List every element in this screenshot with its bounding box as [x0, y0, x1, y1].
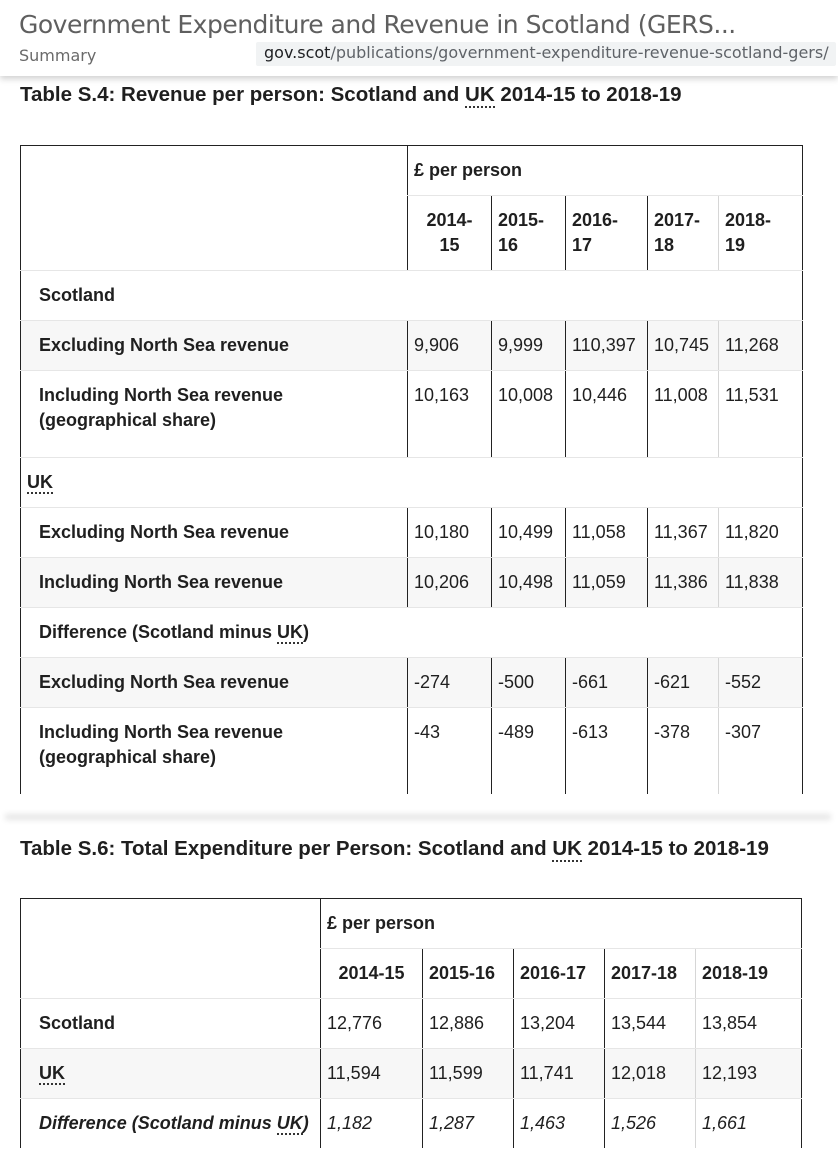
- cell-value: 10,446: [566, 371, 648, 458]
- cell-value: 11,008: [648, 371, 719, 458]
- year-header: 2014- 15: [408, 196, 492, 271]
- cell-value: 10,206: [408, 558, 492, 608]
- table-row: [21, 658, 803, 708]
- cell-value: 10,163: [408, 371, 492, 458]
- url-bar[interactable]: [256, 42, 836, 66]
- cell-value: 11,599: [423, 1049, 514, 1099]
- table-row: [21, 321, 803, 371]
- cell-value: 11,838: [719, 558, 803, 608]
- year-header: 2017- 18: [648, 196, 719, 271]
- cell-value: 110,397: [566, 321, 648, 371]
- cell-value: 12,193: [696, 1049, 802, 1099]
- row-label: Excluding North Sea revenue: [21, 321, 408, 371]
- cell-value: 11,367: [648, 508, 719, 558]
- year-header: 2014-15: [321, 949, 423, 999]
- year-header: 2016-17: [514, 949, 605, 999]
- table-s6-title: Table S.6: Total Expenditure per Person: Scotland and UK 2014-15 to 2018-19: [20, 837, 769, 860]
- row-label-uk[interactable]: UK: [39, 1063, 65, 1083]
- url-host: gov.scot: [264, 43, 331, 62]
- cell-value: -661: [566, 658, 648, 708]
- table-row: [21, 558, 803, 608]
- cell-value: -489: [492, 708, 566, 795]
- uk-abbreviation[interactable]: UK: [552, 837, 582, 860]
- cell-value: -552: [719, 658, 803, 708]
- cell-value: 10,745: [648, 321, 719, 371]
- uk-abbreviation[interactable]: UK: [277, 622, 304, 642]
- year-header: 2018-19: [696, 949, 802, 999]
- table-s4-unit: £ per person: [408, 146, 803, 196]
- cell-value: 11,268: [719, 321, 803, 371]
- section-header-difference: Difference (Scotland minus UK): [21, 608, 803, 658]
- table-s6-corner: [21, 899, 321, 999]
- cell-value: 1,287: [423, 1099, 514, 1149]
- url-path: /publications/government-expenditure-revenue-scotland-gers/: [330, 43, 829, 62]
- year-header: 2015- 16: [492, 196, 566, 271]
- cell-value: 11,531: [719, 371, 803, 458]
- cell-value: 12,776: [321, 999, 423, 1049]
- table-row: [21, 508, 803, 558]
- cell-value: 12,018: [605, 1049, 696, 1099]
- cell-value: 11,058: [566, 508, 648, 558]
- table-s4-title: Table S.4: Revenue per person: Scotland and UK 2014-15 to 2018-19: [20, 83, 682, 106]
- cell-value: 11,741: [514, 1049, 605, 1099]
- row-label: Scotland: [21, 999, 321, 1049]
- cell-value: 11,059: [566, 558, 648, 608]
- cell-value: -500: [492, 658, 566, 708]
- cell-value: 11,820: [719, 508, 803, 558]
- cell-value: -378: [648, 708, 719, 795]
- row-label: Including North Sea revenue: [21, 558, 408, 608]
- cell-value: 10,498: [492, 558, 566, 608]
- cell-value: -274: [408, 658, 492, 708]
- cell-value: 1,526: [605, 1099, 696, 1149]
- row-label: Including North Sea revenue (geographical share): [21, 371, 408, 458]
- cell-value: 10,499: [492, 508, 566, 558]
- page-subtitle: Summary: [19, 46, 97, 65]
- section-header-scotland: Scotland: [21, 271, 803, 321]
- cell-value: -613: [566, 708, 648, 795]
- cell-value: -43: [408, 708, 492, 795]
- cell-value: 10,008: [492, 371, 566, 458]
- cell-value: 9,999: [492, 321, 566, 371]
- browser-header: [0, 0, 838, 76]
- row-label: Excluding North Sea revenue: [21, 658, 408, 708]
- table-s6-unit: £ per person: [321, 899, 802, 949]
- page-title: Government Expenditure and Revenue in Scotland (GERS...: [19, 10, 736, 39]
- year-header: 2017-18: [605, 949, 696, 999]
- cell-value: -621: [648, 658, 719, 708]
- year-header: 2018- 19: [719, 196, 803, 271]
- table-row: [21, 708, 803, 795]
- cell-value: 13,204: [514, 999, 605, 1049]
- year-header: 2015-16: [423, 949, 514, 999]
- cell-value: -307: [719, 708, 803, 795]
- cell-value: 9,906: [408, 321, 492, 371]
- uk-abbreviation[interactable]: UK: [465, 83, 495, 106]
- cell-value: 13,854: [696, 999, 802, 1049]
- table-s4-corner: [21, 146, 408, 271]
- table-row: [21, 1099, 802, 1149]
- cell-value: 11,386: [648, 558, 719, 608]
- cell-value: 1,661: [696, 1099, 802, 1149]
- cell-value: 1,182: [321, 1099, 423, 1149]
- cell-value: 11,594: [321, 1049, 423, 1099]
- cell-value: 10,180: [408, 508, 492, 558]
- table-row: [21, 1049, 802, 1099]
- row-label: Excluding North Sea revenue: [21, 508, 408, 558]
- row-label: Including North Sea revenue (geographical share): [39, 722, 284, 767]
- cell-value: 12,886: [423, 999, 514, 1049]
- year-header: 2016- 17: [566, 196, 648, 271]
- table-s6: [20, 898, 802, 1148]
- cell-value: 1,463: [514, 1099, 605, 1149]
- uk-abbreviation[interactable]: UK: [276, 1113, 303, 1133]
- section-header-uk[interactable]: UK: [27, 472, 53, 492]
- table-row: [21, 371, 803, 458]
- table-row: [21, 999, 802, 1049]
- cell-value: 13,544: [605, 999, 696, 1049]
- table-s4: [20, 145, 803, 794]
- row-label: Difference (Scotland minus UK): [39, 1113, 309, 1133]
